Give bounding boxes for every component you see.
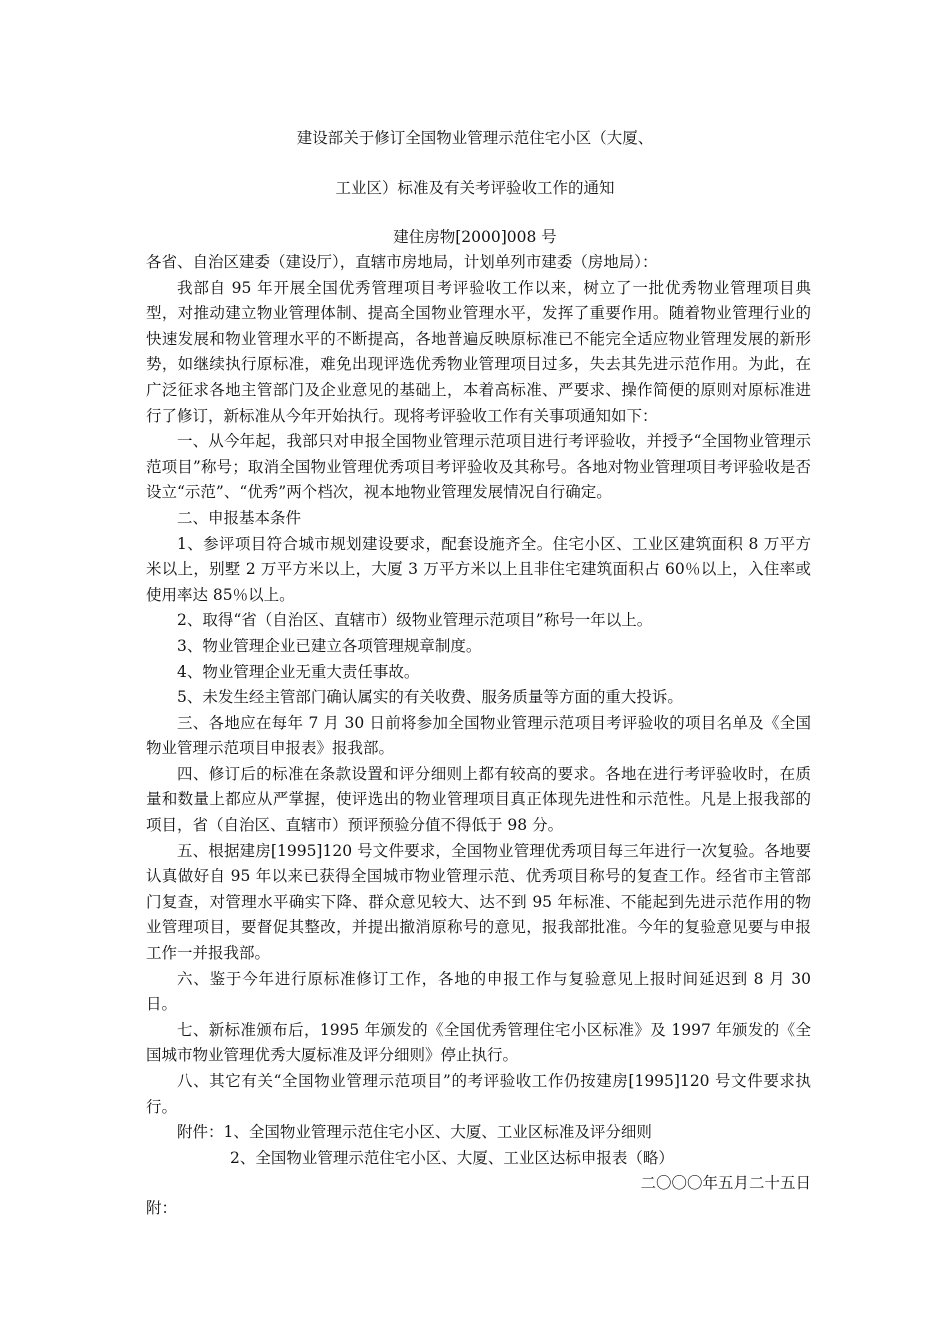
paragraph-item-4: 四、修订后的标准在条款设置和评分细则上都有较高的要求。各地在进行考评验收时，在质量和数量上都应从严掌握，使评选出的物业管理项目真正体现先进性和示范性。凡是上报我部的项目，省（自治区、直辖市）预评预验分值不得低于 98 分。 (146, 764, 811, 835)
issue-date: 二〇〇〇年五月二十五日 (640, 1174, 811, 1193)
paragraph-item-8: 八、其它有关“全国物业管理示范项目”的考评验收工作仍按建房[1995]120 号文件要求执行。 (146, 1072, 811, 1116)
appendix-label: 附： (146, 1199, 178, 1217)
document-title-line-1: 建设部关于修订全国物业管理示范住宅小区（大厦、 (296, 129, 654, 147)
paragraph-item-6: 六、鉴于今年进行原标准修订工作，各地的申报工作与复验意见上报时间延迟到 8 月 30 日。 (146, 969, 811, 1014)
paragraph-item-3: 三、各地应在每年 7 月 30 日前将参加全国物业管理示范项目考评验收的项目名单及《全国物业管理示范项目申报表》报我部。 (146, 713, 811, 758)
document-title-line-2: 工业区）标准及有关考评验收工作的通知 (335, 179, 615, 197)
document-body (146, 250, 811, 1197)
paragraph-condition-4: 4、物业管理企业无重大责任事故。 (177, 662, 420, 681)
paragraph-condition-5: 5、未发生经主管部门确认属实的有关收费、服务质量等方面的重大投诉。 (177, 688, 683, 707)
annex-1: 附件：1、全国物业管理示范住宅小区、大厦、工业区标准及评分细则 (177, 1123, 652, 1142)
paragraph-intro: 我部自 95 年开展全国优秀管理项目考评验收工作以来，树立了一批优秀物业管理项目典型，对推动建立物业管理体制、提高全国物业管理水平，发挥了重要作用。随着物业管理行业的快速发展和物业管理水平的不断提高，各地普遍反映原标准已不能完全适应物业管理发展的新形势，如继续执行原标准，难免出现评选优秀物业管理项目过多，失去其先进示范作用。为此，在广泛征求各地主管部门及企业意见的基础上，本着高标准、严要求、操作简便的原则对原标准进行了修订，新标准从今年开始执行。现将考评验收工作有关事项通知如下： (146, 278, 811, 425)
paragraph-item-5: 五、根据建房[1995]120 号文件要求，全国物业管理优秀项目每三年进行一次复验。各地要认真做好自 95 年以来已获得全国城市物业管理示范、优秀项目称号的复查工作。经省市主管部门复查，对管理水平确实下降、群众意见较大、达不到 95 年标准、不能起到先进示范作用的物业管理项目，要督促其整改，并提出撤消原称号的意见，报我部批准。今年的复验意见要与申报工作一并报我部。 (146, 841, 811, 963)
annex-2: 2、全国物业管理示范住宅小区、大厦、工业区达标申报表（略） (230, 1148, 674, 1167)
paragraph-item-7: 七、新标准颁布后，1995 年颁发的《全国优秀管理住宅小区标准》及 1997 年颁发的《全国城市物业管理优秀大厦标准及评分细则》停止执行。 (146, 1020, 811, 1065)
paragraph-condition-1: 1、参评项目符合城市规划建设要求，配套设施齐全。住宅小区、工业区建筑面积 8 万平方米以上，别墅 2 万平方米以上，大厦 3 万平方米以上且非住宅建筑面积占 60％以上，入住率或使用率达 85％以上。 (146, 534, 811, 604)
paragraph-item-2-heading: 二、申报基本条件 (177, 508, 302, 527)
document-number: 建住房物[2000]008 号 (393, 228, 557, 246)
salutation: 各省、自治区建委（建设厅），直辖市房地局，计划单列市建委（房地局）： (146, 253, 658, 271)
paragraph-condition-3: 3、物业管理企业已建立各项管理规章制度。 (177, 636, 482, 655)
paragraph-item-1: 一、从今年起，我部只对申报全国物业管理示范项目进行考评验收，并授予“全国物业管理示范项目”称号；取消全国物业管理优秀项目考评验收及其称号。各地对物业管理项目考评验收是否设立“示范”、“优秀”两个档次，视本地物业管理发展情况自行确定。 (146, 432, 811, 502)
paragraph-condition-2: 2、取得“省（自治区、直辖市）级物业管理示范项目”称号一年以上。 (177, 611, 653, 630)
